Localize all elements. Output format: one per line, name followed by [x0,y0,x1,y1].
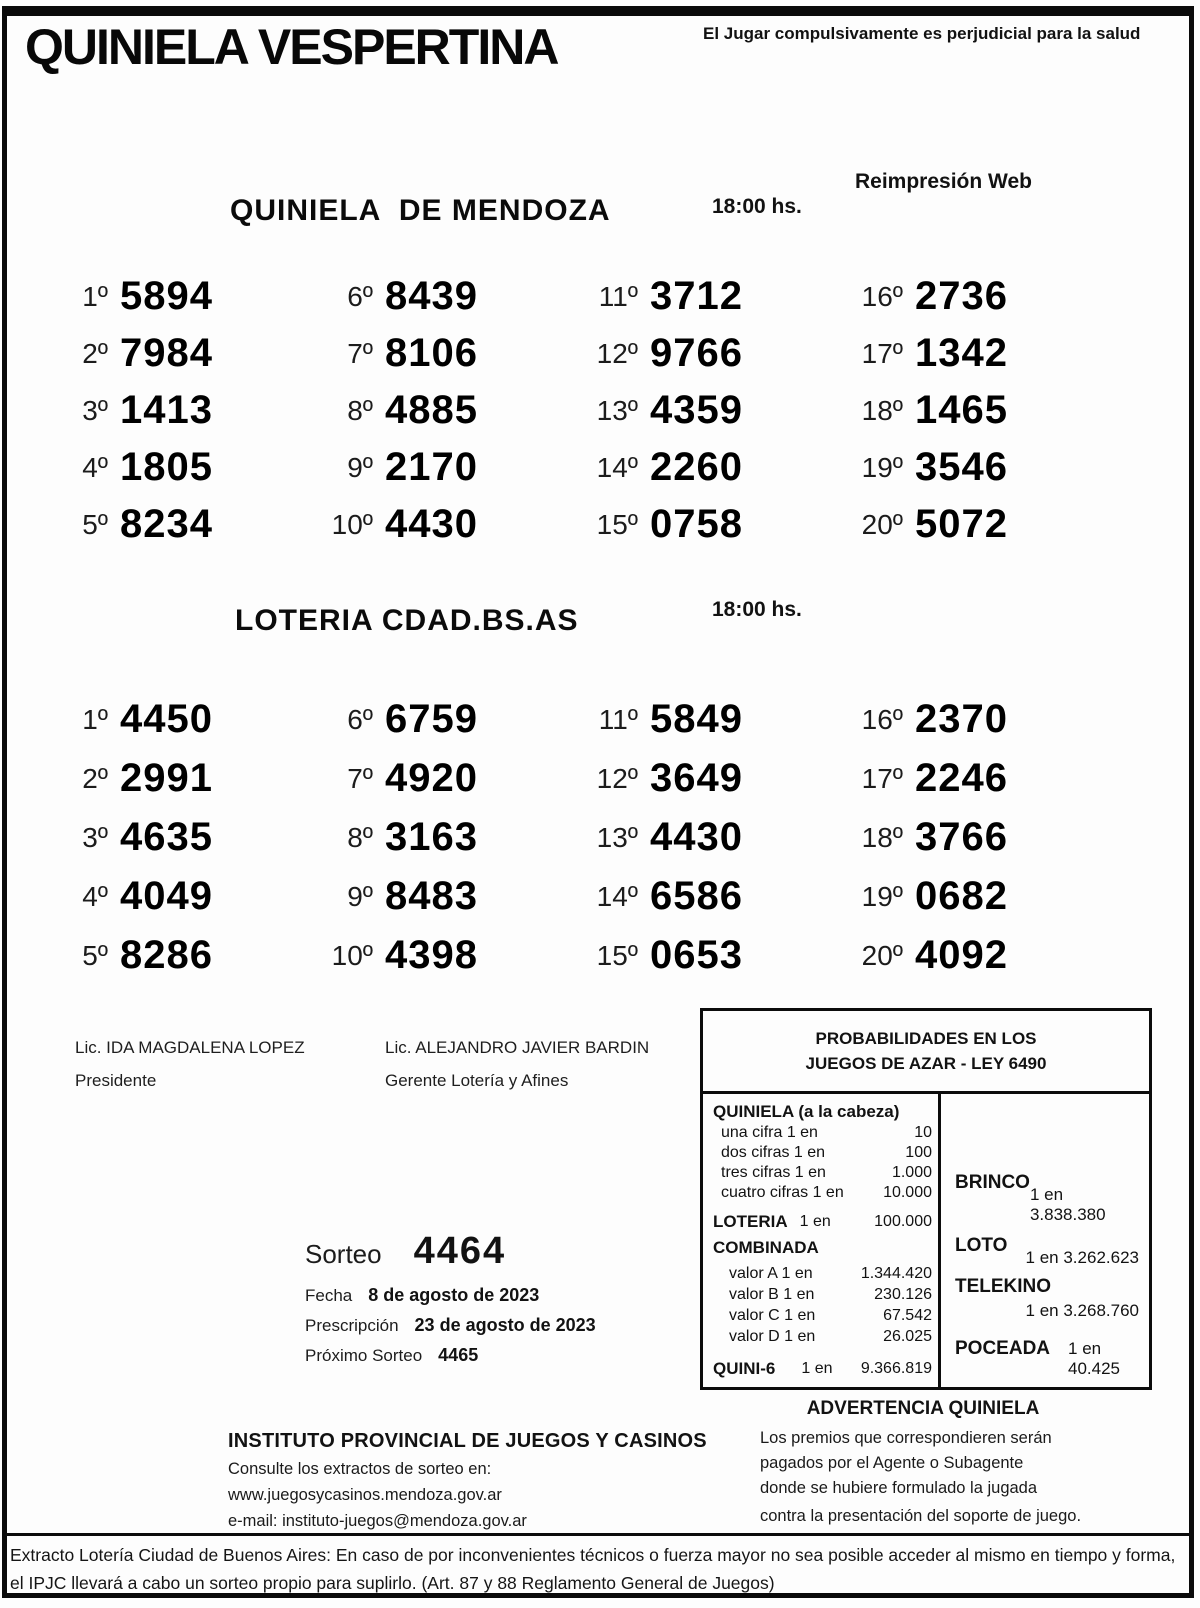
result-cell [835,749,1100,808]
prescripcion-row [305,1315,596,1336]
result-number: 0682 [915,874,1008,918]
result-position: 17º [861,762,903,794]
result-number: 8234 [120,502,213,546]
result-cell [40,325,305,382]
result-position: 9º [347,451,373,483]
loteria-odds-row [713,1211,932,1232]
result-cell [570,808,835,867]
result-number: 6759 [385,697,478,741]
result-position: 13º [596,394,638,426]
result-number: 4635 [120,815,213,859]
result-cell [40,268,305,325]
result-number: 5072 [915,502,1008,546]
advertencia-line: donde se hubiere formulado la jugada [760,1479,1038,1497]
advertencia-line: pagados por el Agente o Subagente [760,1454,1024,1472]
official-role: Gerente Lotería y Afines [385,1071,569,1090]
result-position: 4º [82,451,108,483]
result-position: 8º [347,394,373,426]
institute-consult-text: Consulte los extractos de sorteo en: [228,1460,492,1478]
probabilities-title [703,1011,1149,1094]
odds-value: 100 [905,1144,932,1161]
odds-row [713,1163,932,1183]
sorteo-number: 4464 [413,1230,507,1272]
result-number: 8286 [120,933,213,977]
page-title: QUINIELA VESPERTINA [25,19,558,75]
game-odds: 1 en 3.262.623 [1025,1248,1139,1267]
result-position: 18º [861,821,903,853]
result-number: 2370 [915,697,1008,741]
result-position: 12º [596,762,638,794]
odds-row [713,1305,932,1326]
institute-website-link[interactable]: www.juegosycasinos.mendoza.gov.ar [228,1486,502,1504]
odds-value: 67.542 [883,1307,932,1324]
odds-value: 230.126 [874,1286,932,1303]
quini6-odds-row [713,1358,932,1380]
result-number: 8483 [385,874,478,918]
odds-value: 100.000 [874,1213,932,1230]
result-number: 2170 [385,445,478,489]
result-position: 11º [598,280,638,312]
result-cell [835,808,1100,867]
health-warning-text: El Jugar compulsivamente es perjudicial para la salud [703,24,1141,43]
game-odds-row [955,1172,1139,1225]
game-name: LOTO [955,1235,1008,1256]
result-position: 20º [861,508,903,540]
result-position: 18º [861,394,903,426]
result-number: 3649 [650,756,743,800]
result-cell [305,268,570,325]
result-position: 7º [347,337,373,369]
result-number: 3163 [385,815,478,859]
game-odds: 1 en 3.838.380 [1029,1185,1106,1224]
result-cell [305,926,570,985]
result-number: 4092 [915,933,1008,977]
game-odds: 1 en 3.268.760 [1025,1301,1139,1320]
odds-label: una cifra 1 en [721,1124,818,1141]
result-number: 4430 [385,502,478,546]
result-position: 5º [82,508,108,540]
result-position: 8º [347,821,373,853]
result-cell [835,382,1100,439]
proximo-sorteo-label: Próximo Sorteo [305,1346,423,1365]
result-position: 19º [861,880,903,912]
result-cell [570,867,835,926]
odds-value: 9.366.819 [860,1360,932,1377]
result-number: 4430 [650,815,743,859]
game-odds-row [955,1338,1139,1379]
result-number: 3546 [915,445,1008,489]
result-cell [570,325,835,382]
result-cell [40,808,305,867]
result-position: 11º [598,703,638,735]
odds-value: 10 [914,1124,932,1141]
odds-value: 10.000 [883,1184,932,1201]
result-number: 1805 [120,445,213,489]
proximo-sorteo-row [305,1345,596,1366]
quiniela-odds-header: QUINIELA (a la cabeza) [713,1102,900,1121]
result-position: 17º [861,337,903,369]
result-cell [570,382,835,439]
result-cell [40,749,305,808]
result-position: 16º [861,703,903,735]
result-position: 12º [596,337,638,369]
game-odds-row [955,1235,1139,1268]
draw-info-block [305,1230,596,1366]
result-position: 1º [82,703,108,735]
odds-label: valor B 1 en [729,1286,815,1303]
result-cell [305,867,570,926]
result-position: 19º [861,451,903,483]
result-position: 15º [596,508,638,540]
odds-mid: 1 en [801,1360,833,1377]
game-time-bsas: 18:00 hs. [712,598,802,621]
sorteo-label: Sorteo [305,1239,382,1269]
result-position: 3º [82,394,108,426]
result-number: 5849 [650,697,743,741]
fecha-label: Fecha [305,1286,353,1305]
reprint-web-label: Reimpresión Web [855,170,1032,193]
results-grid-bsas [40,690,1100,985]
result-cell [570,690,835,749]
result-number: 0758 [650,502,743,546]
odds-label: valor D 1 en [729,1328,816,1345]
result-number: 4049 [120,874,213,918]
probabilities-title-line2: JUEGOS DE AZAR - LEY 6490 [805,1054,1047,1073]
official-president [75,1038,305,1091]
odds-mid: 1 en [799,1213,831,1230]
result-number: 1413 [120,388,213,432]
result-position: 7º [347,762,373,794]
official-role: Presidente [75,1071,157,1090]
proximo-sorteo-value: 4465 [438,1345,479,1365]
result-position: 14º [596,880,638,912]
game-odds: 1 en 40.425 [1068,1339,1121,1378]
prescripcion-label: Prescripción [305,1316,399,1335]
odds-label: LOTERIA [713,1212,788,1231]
combinada-header: COMBINADA [713,1238,819,1257]
result-number: 0653 [650,933,743,977]
odds-label: cuatro cifras 1 en [721,1184,844,1201]
probabilities-right-column [941,1094,1149,1390]
fecha-value: 8 de agosto de 2023 [368,1285,540,1305]
result-position: 13º [596,821,638,853]
result-number: 8106 [385,331,478,375]
odds-value: 1.344.420 [860,1265,932,1282]
result-cell [305,690,570,749]
result-position: 4º [82,880,108,912]
odds-value: 26.025 [883,1328,932,1345]
result-position: 10º [331,508,373,540]
prescripcion-value: 23 de agosto de 2023 [414,1315,596,1335]
result-cell [570,926,835,985]
result-cell [570,749,835,808]
probabilities-left-column [703,1094,941,1390]
result-cell [835,867,1100,926]
odds-row [713,1143,932,1163]
game-title-mendoza: QUINIELA DE MENDOZA [230,194,611,227]
result-number: 4359 [650,388,743,432]
result-number: 4398 [385,933,478,977]
result-position: 3º [82,821,108,853]
result-number: 6586 [650,874,743,918]
odds-label: QUINI-6 [713,1359,776,1378]
advertencia-line: Los premios que correspondieren serán [760,1429,1052,1447]
advertencia-block [742,1398,1134,1529]
odds-label: valor C 1 en [729,1307,816,1324]
official-manager [385,1038,649,1091]
result-number: 1465 [915,388,1008,432]
result-cell [835,268,1100,325]
result-number: 4920 [385,756,478,800]
result-number: 9766 [650,331,743,375]
result-cell [305,325,570,382]
odds-row [713,1123,932,1143]
result-number: 2260 [650,445,743,489]
odds-row [713,1284,932,1305]
result-number: 3766 [915,815,1008,859]
result-position: 10º [331,939,373,971]
institute-email-link[interactable]: e-mail: instituto-juegos@mendoza.gov.ar [228,1512,527,1530]
result-cell [835,325,1100,382]
game-name: BRINCO [955,1172,1030,1193]
result-number: 2991 [120,756,213,800]
result-cell [40,439,305,496]
result-number: 4885 [385,388,478,432]
institute-block [228,1430,707,1531]
sorteo-row [305,1230,596,1273]
result-position: 5º [82,939,108,971]
probabilities-body [703,1094,1149,1390]
result-position: 2º [82,762,108,794]
fecha-row [305,1285,596,1306]
result-number: 5894 [120,274,213,318]
result-cell [570,268,835,325]
result-number: 4450 [120,697,213,741]
result-cell [835,690,1100,749]
advertencia-title: ADVERTENCIA QUINIELA [806,1398,1040,1419]
result-number: 3712 [650,274,743,318]
game-title-bsas: LOTERIA CDAD.BS.AS [235,604,579,637]
result-cell [570,496,835,553]
odds-label: dos cifras 1 en [721,1144,826,1161]
footer-divider [5,1533,1191,1536]
footer-note: Extracto Lotería Ciudad de Buenos Aires: En caso de por inconvenientes técnicos o fuerza mayor no sea posible acceder al mismo en tiempo y forma, el IPJC llevará a cabo un sorteo propio para suplirlo. (Art. 87 y 88 Reglamento General de Juegos) [10,1545,1176,1593]
probabilities-box [700,1008,1152,1390]
odds-label: tres cifras 1 en [721,1164,826,1181]
game-name: TELEKINO [955,1276,1052,1297]
result-cell [305,749,570,808]
official-name: Lic. IDA MAGDALENA LOPEZ [75,1038,305,1057]
result-cell [305,496,570,553]
result-position: 9º [347,880,373,912]
odds-value: 1.000 [891,1164,932,1181]
result-position: 2º [82,337,108,369]
result-position: 14º [596,451,638,483]
result-cell [305,382,570,439]
result-cell [40,382,305,439]
result-number: 8439 [385,274,478,318]
result-position: 6º [347,703,373,735]
result-cell [40,496,305,553]
results-grid-mendoza [40,268,1100,553]
official-name: Lic. ALEJANDRO JAVIER BARDIN [385,1038,650,1057]
result-position: 1º [82,280,108,312]
result-cell [305,808,570,867]
probabilities-title-line1: PROBABILIDADES EN LOS [815,1029,1037,1048]
odds-row [713,1263,932,1284]
advertencia-line: contra la presentación del soporte de juego. [760,1507,1082,1525]
result-cell [835,439,1100,496]
result-cell [305,439,570,496]
result-number: 1342 [915,331,1008,375]
result-cell [835,926,1100,985]
result-number: 2246 [915,756,1008,800]
result-position: 6º [347,280,373,312]
result-position: 20º [861,939,903,971]
result-number: 7984 [120,331,213,375]
game-time-mendoza: 18:00 hs. [712,195,802,218]
result-number: 2736 [915,274,1008,318]
result-cell [570,439,835,496]
odds-row [713,1326,932,1347]
result-position: 16º [861,280,903,312]
result-cell [40,926,305,985]
odds-label: valor A 1 en [729,1265,813,1282]
result-cell [40,690,305,749]
result-cell [40,867,305,926]
institute-name: INSTITUTO PROVINCIAL DE JUEGOS Y CASINOS [228,1430,707,1452]
result-cell [835,496,1100,553]
odds-row [713,1183,932,1203]
result-position: 15º [596,939,638,971]
game-name: POCEADA [955,1338,1051,1359]
